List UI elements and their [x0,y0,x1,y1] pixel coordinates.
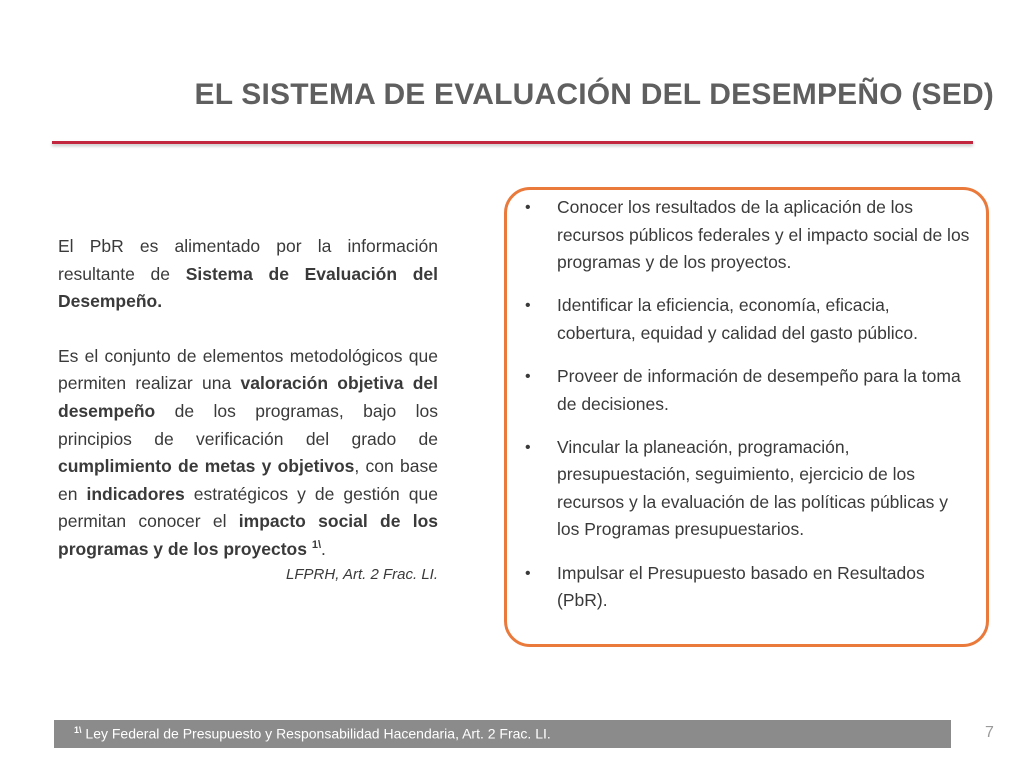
bullet-icon: • [525,564,531,582]
objectives-list [521,194,971,630]
footer-ref-marker: 1\ [74,725,82,735]
def-footnote-ref: 1\ [311,539,322,552]
paragraph-intro [58,233,438,316]
def-text-4: estratégicos y de gestión que permitan conocer el [58,483,438,532]
bullet-icon: • [525,438,531,456]
paragraph-definition [58,343,438,564]
objective-item [521,194,971,277]
intro-text: El PbR es alimentado por la información resultante de [58,236,438,284]
def-bold-cumplimiento: cumplimiento de metas y objetivos [58,456,355,477]
def-text-5: . [321,538,326,559]
def-text-3: , con base en [58,456,438,504]
objective-item [521,292,971,347]
bullet-icon: • [525,297,531,315]
slide-title: EL SISTEMA DE EVALUACIÓN DEL DESEMPEÑO (SED) [194,78,994,111]
def-text-1: Es el conjunto de elementos metodológicos que permiten realizar una [58,345,438,394]
objective-text: Vincular la planeación, programación, presupuestación, seguimiento, ejercicio de los recursos y la evaluación de las políticas públicas y los Programas presupuestarios. [557,436,949,540]
objective-text: Impulsar el Presupuesto basado en Resultados (PbR). [557,562,925,611]
footer-bar [54,720,951,748]
page-number: 7 [985,724,994,741]
objective-text: Identificar la eficiencia, economía, eficacia, cobertura, equidad y calidad del gasto público. [557,295,918,343]
objective-text: Proveer de información de desempeño para la toma de decisiones. [557,365,961,414]
objective-item [521,560,971,615]
bullet-icon: • [525,199,531,216]
intro-bold-sed: Sistema de Evaluación del Desempeño. [58,263,438,312]
citation: LFPRH, Art. 2 Frac. LI. [286,565,438,583]
objective-item [521,363,971,418]
def-text-2: de los programas, bajo los principios de verificación del grado de [58,400,438,449]
bullet-icon: • [525,367,531,385]
footer-text: Ley Federal de Presupuesto y Responsabilidad Hacendaria, Art. 2 Frac. LI. [81,725,551,742]
objective-item [521,434,971,544]
def-bold-impacto: impacto social de los programas y de los proyectos [58,511,438,559]
def-bold-indicadores: indicadores [86,483,185,504]
title-divider [52,141,973,144]
objective-text: Conocer los resultados de la aplicación de los recursos públicos federales y el impacto social de los programas y de los proyectos. [557,197,970,273]
footer-note [74,725,551,742]
left-text-block [58,233,438,586]
def-bold-valoracion: valoración objetiva del desempeño [58,373,439,421]
